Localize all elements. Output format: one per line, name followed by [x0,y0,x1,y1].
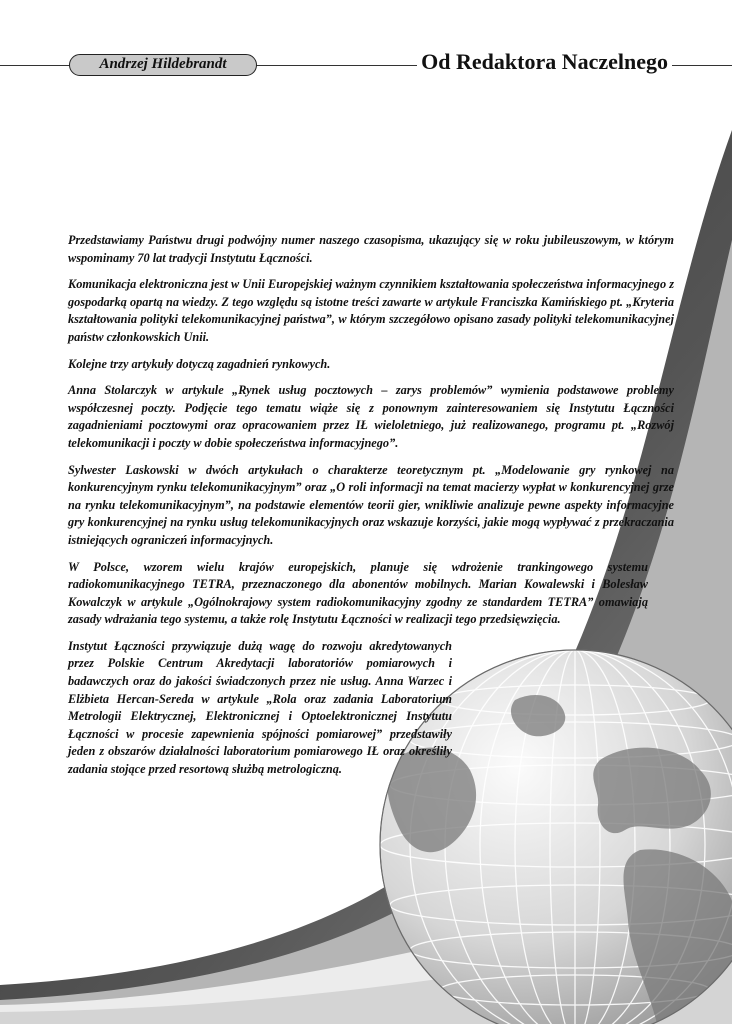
paragraph-game-theory: Sylwester Laskowski w dwóch artykułach o charakterze teoretycznym pt. „Modelowanie gry rynkowej na konkurencyjnym rynku telekomunikacyjnym” oraz „O roli informacji na temat macierzy wypłat w konkurencyjnej grze na rynku telekomunikacyjnym”, na podstawie elementów teorii gier, wnikliwie analizuje pewne aspekty informacyjne gry konkurencyjnej na rynku usług telekomunikacyjnych oraz wskazuje korzyści, jakie mogą wypływać z przekraczania istniejących ograniczeń informacyjnych. [68,462,674,547]
section-title: Od Redaktora Naczelnego [417,48,672,76]
paragraph-tetra: W Polsce, wzorem wielu krajów europejskich, planuje się wdrożenie trankingowego systemu radiokomunikacyjnego TETRA, przeznaczonego dla abonentów mobilnych. Marian Kowalewski i Bolesław Kowalczyk w artykule „Ogólnokrajowy system radiokomunikacyjny zgodny ze standardem TETRA” omawiają zasady wdrażania tego systemu, a także rolę Instytutu Łączności w realizacji tego przedsięwzięcia. [68,559,648,627]
paragraph-eu-communication: Komunikacja elektroniczna jest w Unii Europejskiej ważnym czynnikiem kształtowania społeczeństwa informacyjnego z gospodarką opartą na wiedzy. Z tego względu są istotne treści zawarte w artykule Franciszka Kamińskiego pt. „Kryteria kształtowania polityki telekomunikacyjnej państwa”, w którym szczegółowo opisano zasady polityki telekomunikacyjnej państw członkowskich Unii. [68,277,674,344]
paragraph-market-topics: Kolejne trzy artykuły dotyczą zagadnień rynkowych. [68,356,331,371]
article-body [68,232,674,788]
paragraph-intro: Przedstawiamy Państwu drugi podwójny numer naszego czasopisma, ukazujący się w roku jubileuszowym, w którym wspominamy 70 lat tradycji Instytutu Łączności. [68,233,674,265]
author-name: Andrzej Hildebrandt [69,54,257,76]
paragraph-metrology: Instytut Łączności przywiązuje dużą wagę do rozwoju akredytowanych przez Polskie Centrum Akredytacji laboratoriów pomiarowych i badawczych oraz do jakości świadczonych przez nie usług. Anna Warzec i Elżbieta Hercan-Sereda w artykule „Rola oraz zadania Laboratorium Metrologii Elektrycznej, Elektronicznej i Optoelektronicznej Instytutu Łączności w procesie zapewnienia spójności pomiarowej” przedstawiły jeden z obszarów działalności laboratorium pomiarowego IŁ oraz określiły zadania stojące przed resortową służbą metrologiczną. [68,638,452,777]
paragraph-postal-market: Anna Stolarczyk w artykule „Rynek usług pocztowych – zarys problemów” wymienia podstawowe problemy współczesnej poczty. Podjęcie tego tematu wiąże się z ponownym zainteresowaniem się Instytutu Łączności zagadnieniami pocztowymi oraz opracowaniem przez IŁ wieloletniego, już realizowanego, programu pt. „Rozwój telekomunikacji i poczty w dobie społeczeństwa informacyjnego”. [68,383,674,450]
